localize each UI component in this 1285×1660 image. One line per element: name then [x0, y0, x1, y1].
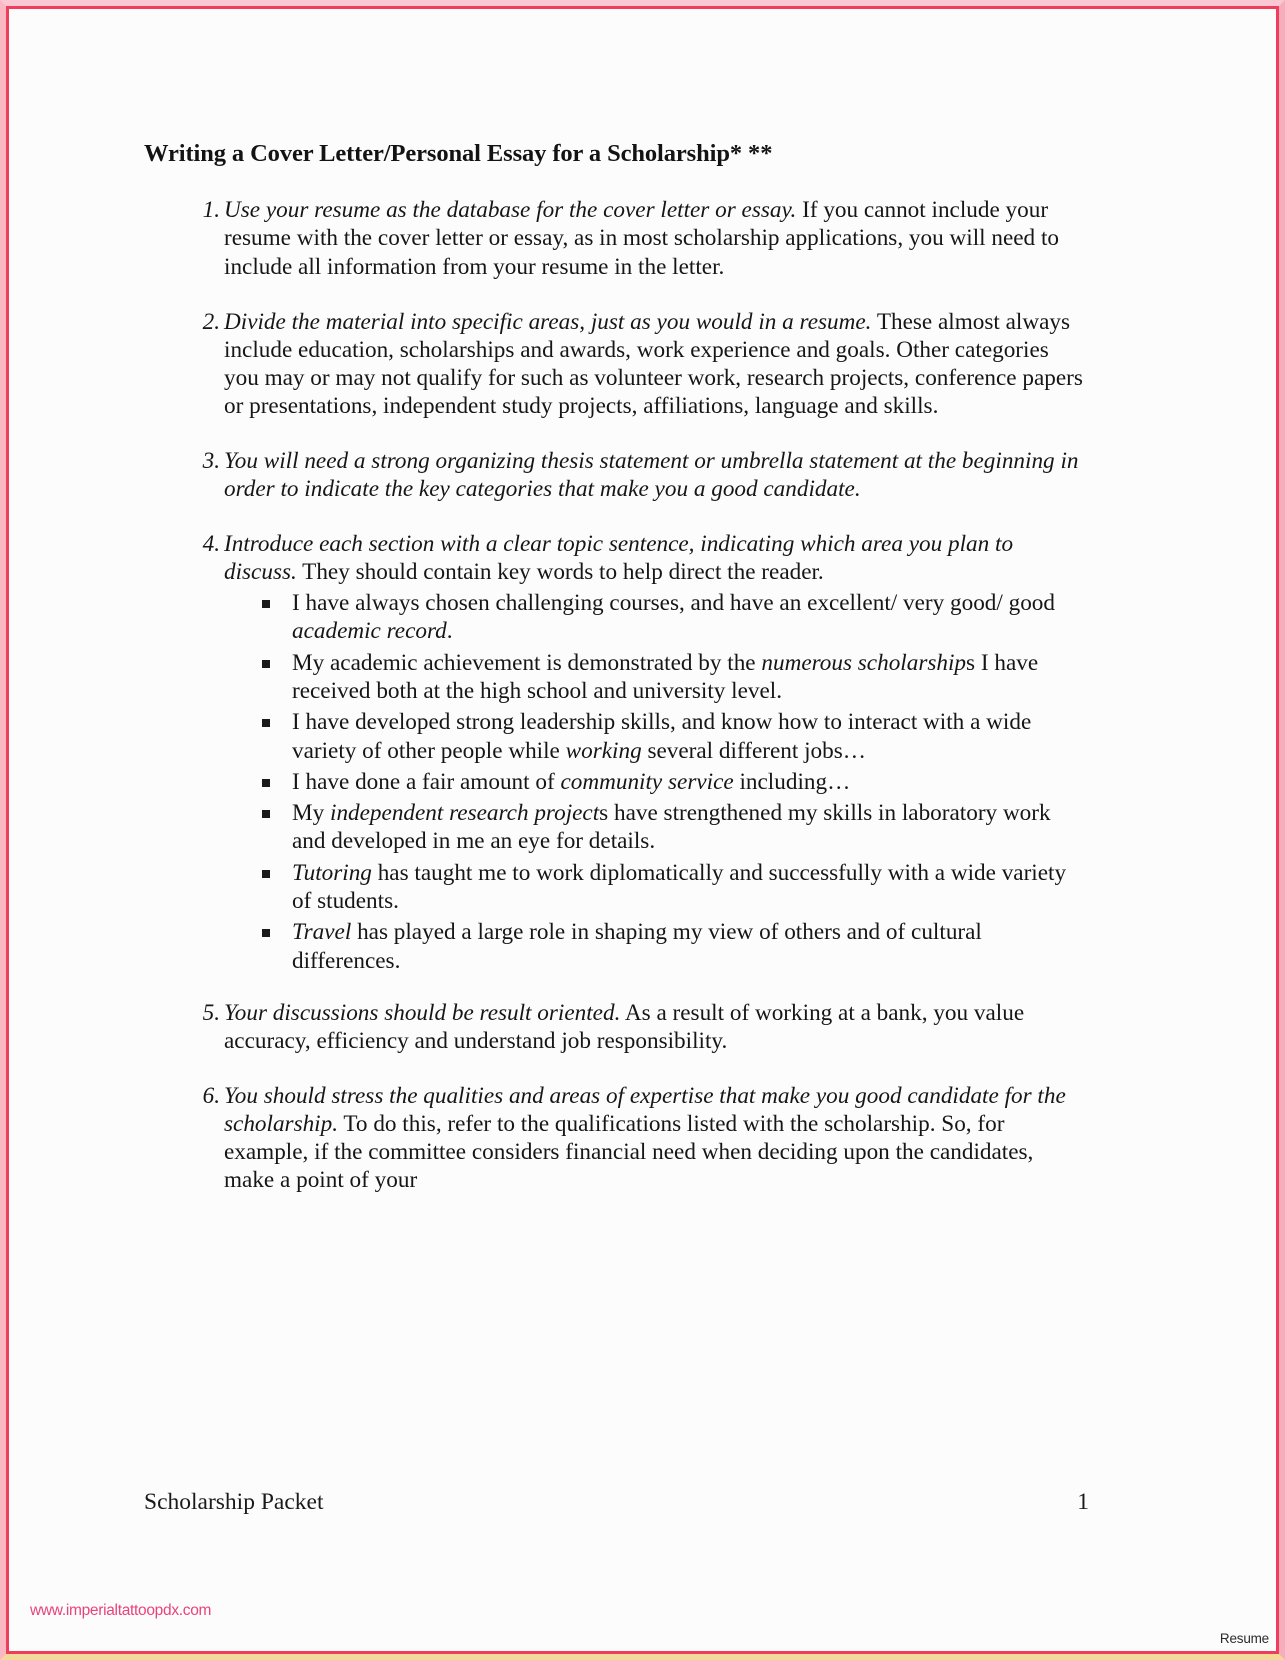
square-bullet-icon [262, 600, 270, 608]
list-item [144, 999, 1089, 1055]
list-item-rest: If you cannot include your resume with the cover letter or essay, as in most scholarship applications, you will need to include all information from your resume in the letter. [224, 197, 1059, 280]
bullet-text-pre: I have developed strong leadership skills, and know how to interact with a wide variety of other people while [292, 709, 1032, 764]
example-sentences-list [224, 589, 1089, 975]
bullet-text-emphasis: independent research project [330, 800, 600, 827]
footer-document-name: Scholarship Packet [144, 1489, 324, 1515]
list-item-number: 5. [202, 999, 220, 1026]
list-item [224, 918, 1089, 975]
list-item [144, 196, 1089, 280]
bullet-text-emphasis: numerous scholarship [761, 649, 967, 676]
list-item [224, 799, 1089, 856]
bullet-text-emphasis: academic record [292, 618, 447, 645]
bullet-text-emphasis: Tutoring [292, 859, 372, 886]
instructions-list [144, 196, 1089, 1194]
footer-page-number: 1 [1077, 1489, 1089, 1515]
list-item [224, 859, 1089, 916]
document-sheet [9, 9, 1276, 1651]
list-item-lead: Divide the material into specific areas, just as you would in a resume. [224, 308, 872, 335]
list-item-lead: Your discussions should be result oriented. [224, 999, 621, 1026]
square-bullet-icon [262, 719, 270, 727]
document-body [144, 139, 1089, 1221]
bullet-text-pre: My [292, 800, 331, 827]
list-item-lead: You will need a strong organizing thesis statement or umbrella statement at the beginning in order to indicate the key categories that make you a good candidate. [224, 447, 1079, 502]
list-item-rest: They should contain key words to help direct the reader. [296, 559, 824, 586]
square-bullet-icon [262, 779, 270, 787]
list-item-lead: Introduce each section with a clear topic sentence, indicating which area you plan to discuss. [224, 530, 1014, 586]
list-item [224, 589, 1089, 646]
square-bullet-icon [262, 929, 270, 937]
list-item [144, 530, 1089, 975]
list-item [224, 649, 1089, 706]
bullet-text-post: . [446, 618, 453, 645]
document-footer [144, 1489, 1089, 1516]
bullet-text-emphasis: working [565, 737, 642, 764]
list-item-rest: As a result of working at a bank, you value accuracy, efficiency and understand job responsibility. [224, 999, 1025, 1054]
square-bullet-icon [262, 870, 270, 878]
list-item [144, 1082, 1089, 1194]
bullet-text-post: several different jobs… [641, 737, 866, 764]
bullet-text-emphasis: community service [560, 768, 734, 795]
list-item [224, 768, 1089, 796]
list-item-number: 1. [202, 197, 220, 224]
bullet-text-pre: I have always chosen challenging courses, and have an excellent/ very good/ good [292, 590, 1055, 617]
list-item-rest: To do this, refer to the qualifications listed with the scholarship. So, for example, if the committee considers financial need when deciding upon the candidates, make a point of your [224, 1111, 1034, 1194]
bullet-text-pre: My academic achievement is demonstrated by the [292, 649, 762, 676]
list-item-number: 3. [202, 447, 220, 474]
list-item-lead: Use your resume as the database for the cover letter or essay. [224, 197, 797, 224]
bullet-text-post: s have strengthened my skills in laboratory work and developed in me an eye for details. [292, 800, 1051, 855]
list-item [144, 308, 1089, 420]
list-item-number: 4. [202, 530, 220, 557]
list-item-number: 6. [202, 1083, 220, 1110]
list-item-rest: These almost always include education, scholarships and awards, work experience and goals. Other categories you may or may not qualify for such as volunteer work, research projects, conference papers or presentations, independent study projects, affiliations, language and skills. [224, 308, 1083, 419]
bullet-text-post: has taught me to work diplomatically and successfully with a wide variety of students. [292, 859, 1067, 915]
bullet-text-pre: I have done a fair amount of [292, 768, 561, 795]
watermark-url: www.imperialtattoopdx.com [30, 1602, 212, 1619]
square-bullet-icon [262, 660, 270, 668]
bullet-text-post: including… [733, 768, 851, 795]
bullet-text-post: s I have received both at the high school and university level. [292, 649, 1039, 704]
list-item-number: 2. [202, 308, 220, 335]
list-item [224, 708, 1089, 765]
page-title: Writing a Cover Letter/Personal Essay for a Scholarship* ** [144, 140, 773, 167]
list-item [144, 447, 1089, 503]
list-item-lead: You should stress the qualities and areas of expertise that make you good candidate for the scholarship. [224, 1083, 1066, 1138]
bullet-text-emphasis: Travel [292, 919, 352, 946]
corner-category-label: Resume [1219, 1631, 1269, 1646]
bullet-text-post: has played a large role in shaping my view of others and of cultural differences. [292, 919, 982, 974]
square-bullet-icon [262, 810, 270, 818]
